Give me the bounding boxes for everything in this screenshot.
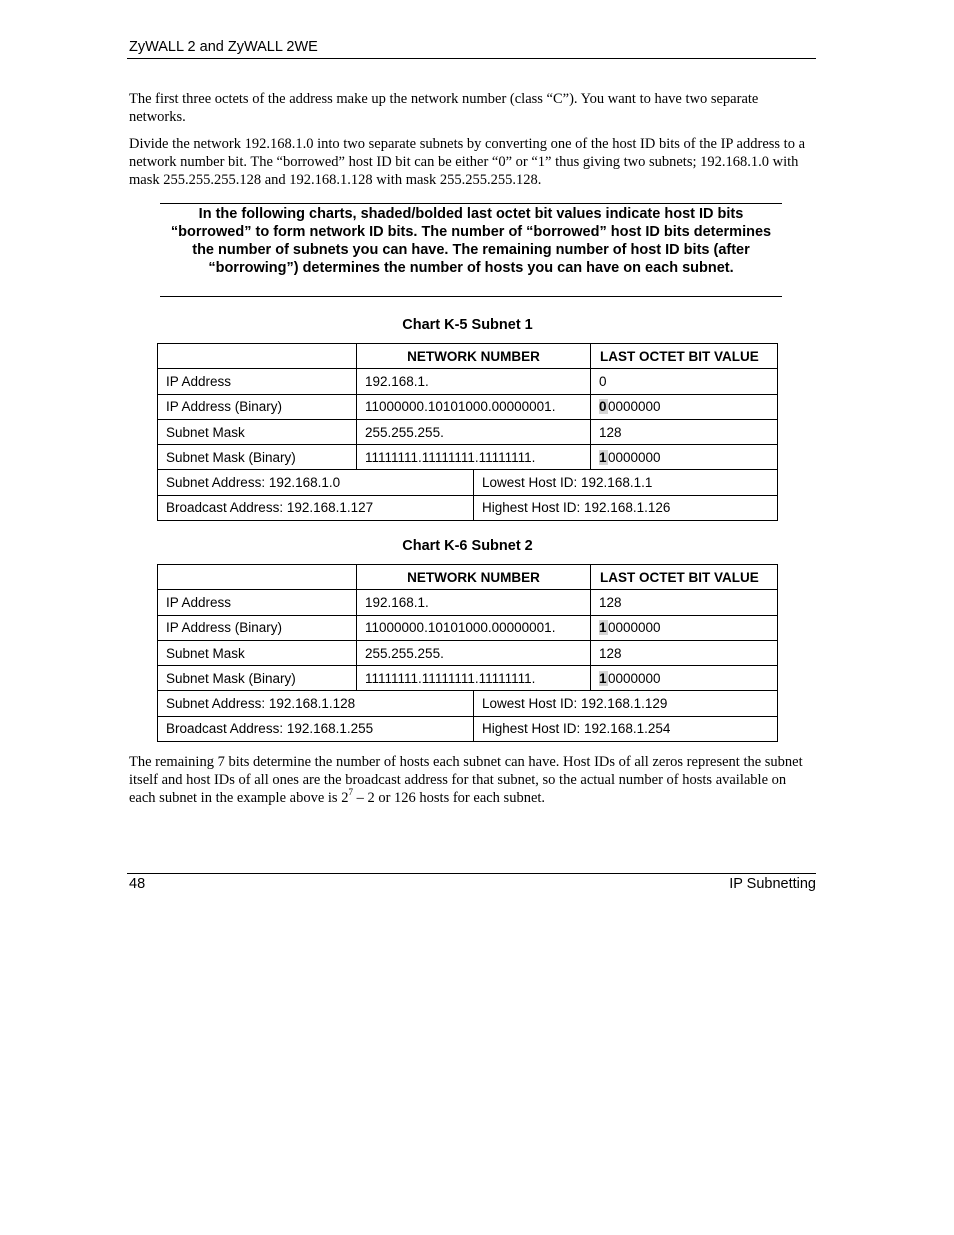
broadcast-address-cell: Broadcast Address: 192.168.1.255	[158, 716, 474, 741]
table-row	[158, 615, 778, 640]
chart-k6-table	[157, 564, 778, 742]
table-row	[158, 445, 778, 470]
header-last-octet: LAST OCTET BIT VALUE	[591, 344, 778, 369]
header-empty-cell	[158, 344, 357, 369]
row-network: 192.168.1.	[357, 590, 591, 615]
broadcast-address-cell: Broadcast Address: 192.168.1.127	[158, 495, 474, 520]
table-row	[158, 394, 778, 419]
borrowed-bit: 1	[599, 449, 607, 465]
chart-k6-caption: Chart K-6 Subnet 2	[402, 538, 533, 554]
header-last-octet: LAST OCTET BIT VALUE	[591, 565, 778, 590]
row-network: 11000000.10101000.00000001.	[357, 615, 591, 640]
table-row	[158, 666, 778, 691]
borrowed-bit: 1	[599, 620, 607, 636]
note-top-rule	[160, 203, 782, 204]
row-last-octet: 128	[591, 590, 778, 615]
running-header: ZyWALL 2 and ZyWALL 2WE	[129, 39, 318, 55]
chart-k5-table	[157, 343, 778, 521]
row-last-octet: 0	[591, 369, 778, 394]
header-network-number: NETWORK NUMBER	[357, 565, 591, 590]
note-box: In the following charts, shaded/bolded last octet bit values indicate host ID bits “borrowed” to form network ID bits. The number of “borrowed” host ID bits determines the number of subnets you can have. The remaining number of host ID bits (after “borrowing”) determines the number of hosts you can have on each subnet.	[170, 206, 772, 276]
table-row	[158, 419, 778, 444]
row-last-octet: 128	[591, 419, 778, 444]
borrowed-bit: 1	[599, 670, 607, 686]
remaining-bits: 0000000	[608, 399, 661, 415]
table-header-row	[158, 565, 778, 590]
row-label: Subnet Mask (Binary)	[158, 445, 357, 470]
subnet-address-cell: Subnet Address: 192.168.1.128	[158, 691, 474, 716]
header-network-number: NETWORK NUMBER	[357, 344, 591, 369]
lowest-host-cell: Lowest Host ID: 192.168.1.1	[474, 470, 778, 495]
remaining-bits: 0000000	[608, 449, 661, 465]
exponent: 7	[348, 787, 353, 798]
page-number: 48	[129, 876, 146, 892]
row-network: 11111111.11111111.11111111.	[357, 445, 591, 470]
row-last-octet	[591, 666, 778, 691]
row-label: IP Address (Binary)	[158, 394, 357, 419]
lowest-host-cell: Lowest Host ID: 192.168.1.129	[474, 691, 778, 716]
intro-paragraph-1: The first three octets of the address make up the network number (class “C”). You want to have two separate networks.	[129, 91, 759, 125]
chart-k5-caption: Chart K-5 Subnet 1	[402, 317, 533, 333]
row-last-octet	[591, 615, 778, 640]
row-label: Subnet Mask	[158, 419, 357, 444]
row-label: Subnet Mask	[158, 640, 357, 665]
table-row	[158, 640, 778, 665]
subnet-address-cell: Subnet Address: 192.168.1.0	[158, 470, 474, 495]
table-row	[158, 590, 778, 615]
row-network: 255.255.255.	[357, 640, 591, 665]
row-network: 255.255.255.	[357, 419, 591, 444]
closing-text-end: – 2 or 126 hosts for each subnet.	[352, 790, 546, 806]
row-network: 192.168.1.	[357, 369, 591, 394]
closing-text: The remaining 7 bits determine the number of hosts each subnet can have. Host IDs of all zeros represent the subnet itself and host IDs of all ones are the broadcast address for that subnet, so the actual number of hosts available on each subnet in the example above is 2	[129, 754, 803, 806]
header-rule	[127, 58, 816, 59]
table-header-row	[158, 344, 778, 369]
borrowed-bit: 0	[599, 399, 607, 415]
table-row	[158, 691, 778, 716]
remaining-bits: 0000000	[608, 670, 661, 686]
footer-section-title: IP Subnetting	[729, 876, 816, 892]
row-last-octet: 128	[591, 640, 778, 665]
closing-paragraph	[129, 753, 814, 807]
table-row	[158, 369, 778, 394]
row-last-octet	[591, 445, 778, 470]
intro-paragraph-2: Divide the network 192.168.1.0 into two separate subnets by converting one of the host ID bits of the IP address to a network number bit. The “borrowed” host ID bit can be either “0” or “1” thus giving two subnets; 192.168.1.0 with mask 255.255.255.128 and 192.168.1.128 with mask 255.255.255.128.	[129, 136, 805, 188]
note-bottom-rule	[160, 296, 782, 297]
table-row	[158, 495, 778, 520]
row-label: Subnet Mask (Binary)	[158, 666, 357, 691]
table-row	[158, 470, 778, 495]
row-label: IP Address	[158, 369, 357, 394]
highest-host-cell: Highest Host ID: 192.168.1.126	[474, 495, 778, 520]
footer-rule	[127, 873, 816, 874]
row-network: 11000000.10101000.00000001.	[357, 394, 591, 419]
row-label: IP Address	[158, 590, 357, 615]
row-last-octet	[591, 394, 778, 419]
remaining-bits: 0000000	[608, 620, 661, 636]
highest-host-cell: Highest Host ID: 192.168.1.254	[474, 716, 778, 741]
header-empty-cell	[158, 565, 357, 590]
table-row	[158, 716, 778, 741]
row-network: 11111111.11111111.11111111.	[357, 666, 591, 691]
row-label: IP Address (Binary)	[158, 615, 357, 640]
